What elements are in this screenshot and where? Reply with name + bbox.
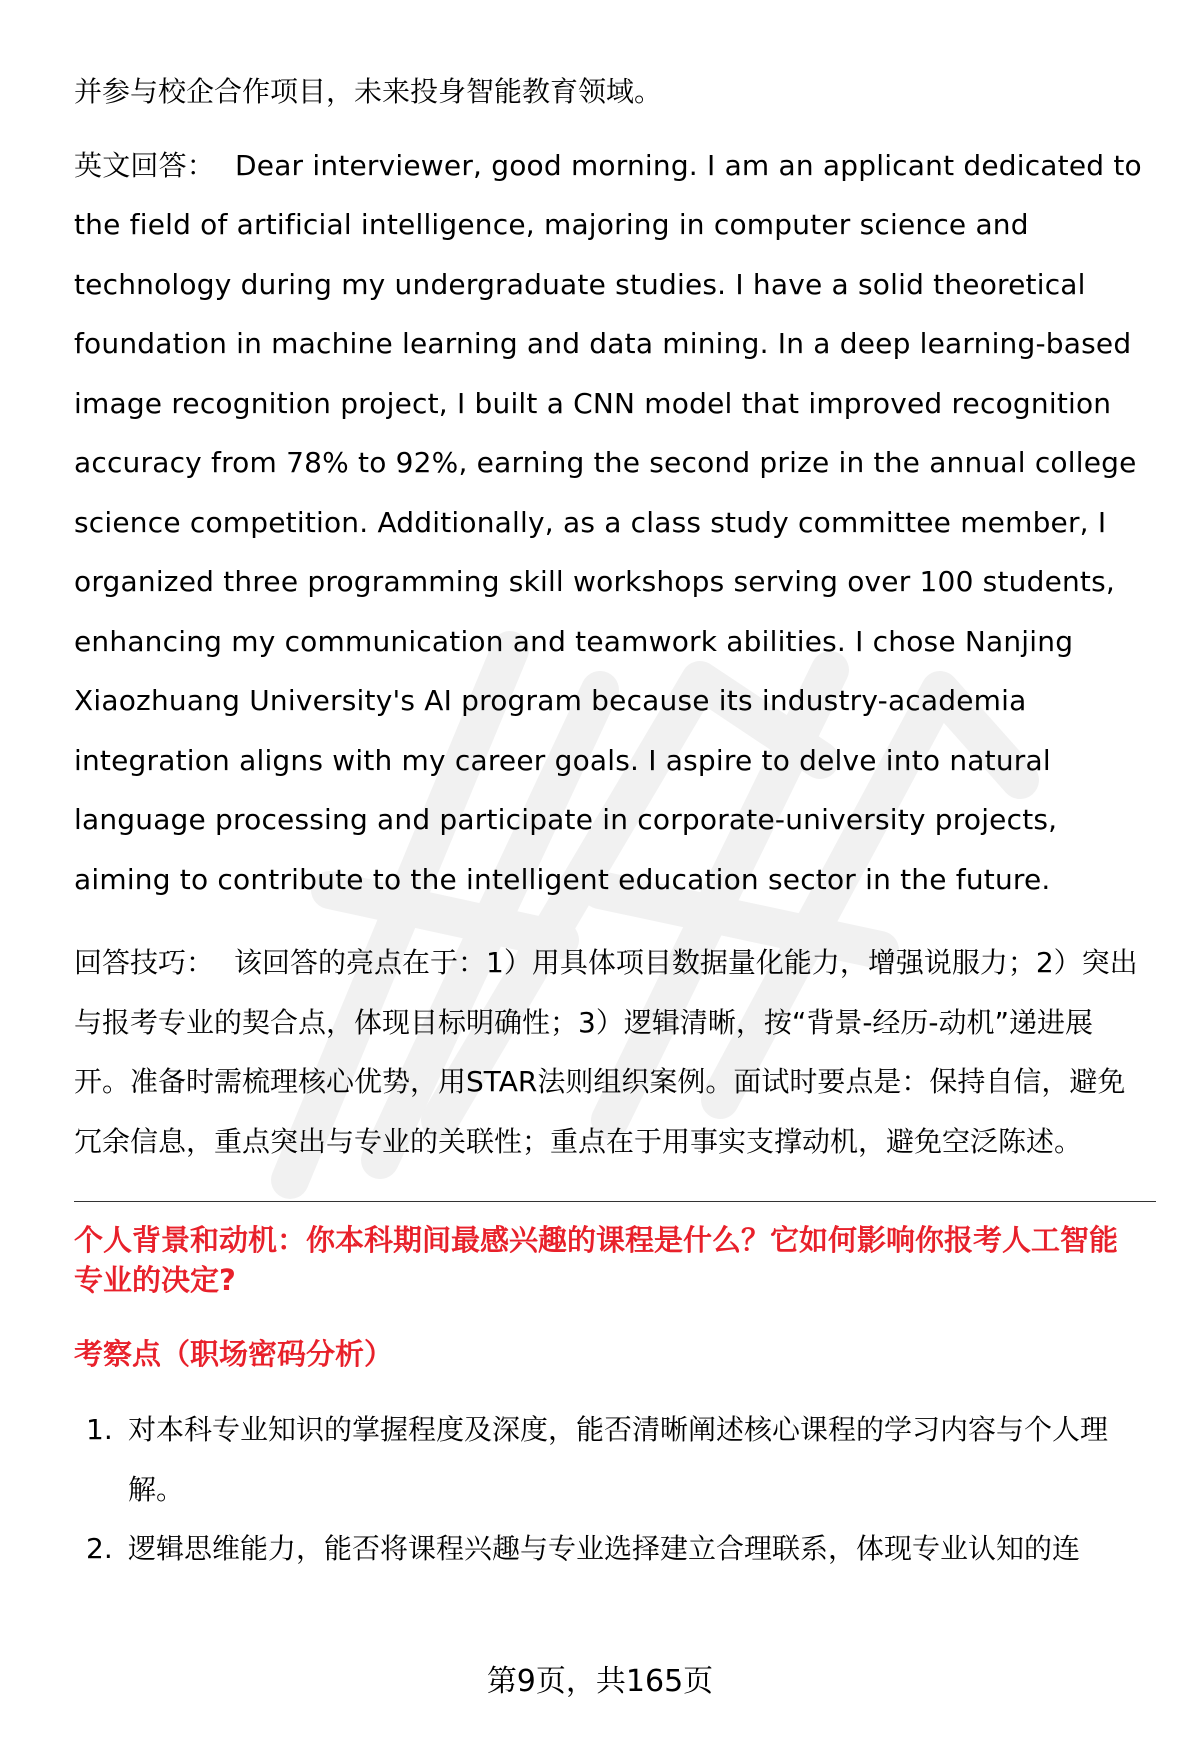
english-answer-label: 英文回答： bbox=[74, 148, 216, 182]
question-heading: 个人背景和动机：你本科期间最感兴趣的课程是什么？它如何影响你报考人工智能专业的决定? bbox=[74, 1223, 1119, 1297]
list-item bbox=[74, 1400, 1144, 1519]
page-content bbox=[74, 62, 1144, 1579]
list-item-number: 1. bbox=[86, 1413, 113, 1446]
answer-tips-text: 该回答的亮点在于：1）用具体项目数据量化能力，增强说服力；2）突出与报考专业的契合点，体现目标明确性；3）逻辑清晰，按“背景-经历-动机”递进展开。准备时需梳理核心优势，用STAR法则组织案例。面试时要点是：保持自信，避免冗余信息，重点突出与专业的关联性；重点在于用事实支撑动机，避免空泛陈述。 bbox=[74, 946, 1138, 1158]
list-item-text: 对本科专业知识的掌握程度及深度，能否清晰阐述核心课程的学习内容与个人理解。 bbox=[128, 1413, 1109, 1506]
section-divider bbox=[74, 1201, 1156, 1202]
english-answer-paragraph bbox=[74, 136, 1144, 910]
page-number-footer: 第9页，共165页 bbox=[486, 1664, 714, 1699]
list-item-text: 逻辑思维能力，能否将课程兴趣与专业选择建立合理联系，体现专业认知的连 bbox=[128, 1532, 1081, 1565]
assessment-points-list bbox=[74, 1400, 1144, 1579]
list-item-number: 2. bbox=[86, 1532, 113, 1565]
assessment-points-title: 考察点（职场密码分析） bbox=[74, 1337, 394, 1371]
intro-line: 并参与校企合作项目，未来投身智能教育领域。 bbox=[74, 75, 663, 108]
list-item bbox=[74, 1519, 1144, 1579]
answer-tips-paragraph bbox=[74, 933, 1144, 1171]
english-answer-text: Dear interviewer, good morning. I am an applicant dedicated to the field of artificial intelligence, majoring in computer science and technology during my undergraduate studies. I have a solid theoretical foundation in machine learning and data mining. In a deep learning-based image recognition project, I built a CNN model that improved recognition accuracy from 78% to 92%, earning the second prize in the annual college science competition. Additionally, as a class study committee member, I organized three programming skill workshops serving over 100 students, enhancing my communication and teamwork abilities. I chose Nanjing Xiaozhuang University's AI program because its industry-academia integration aligns with my career goals. I aspire to delve into natural language processing and participate in corporate-university projects, aiming to contribute to the intelligent education sector in the future. bbox=[74, 148, 1142, 896]
answer-tips-label: 回答技巧： bbox=[74, 946, 215, 979]
